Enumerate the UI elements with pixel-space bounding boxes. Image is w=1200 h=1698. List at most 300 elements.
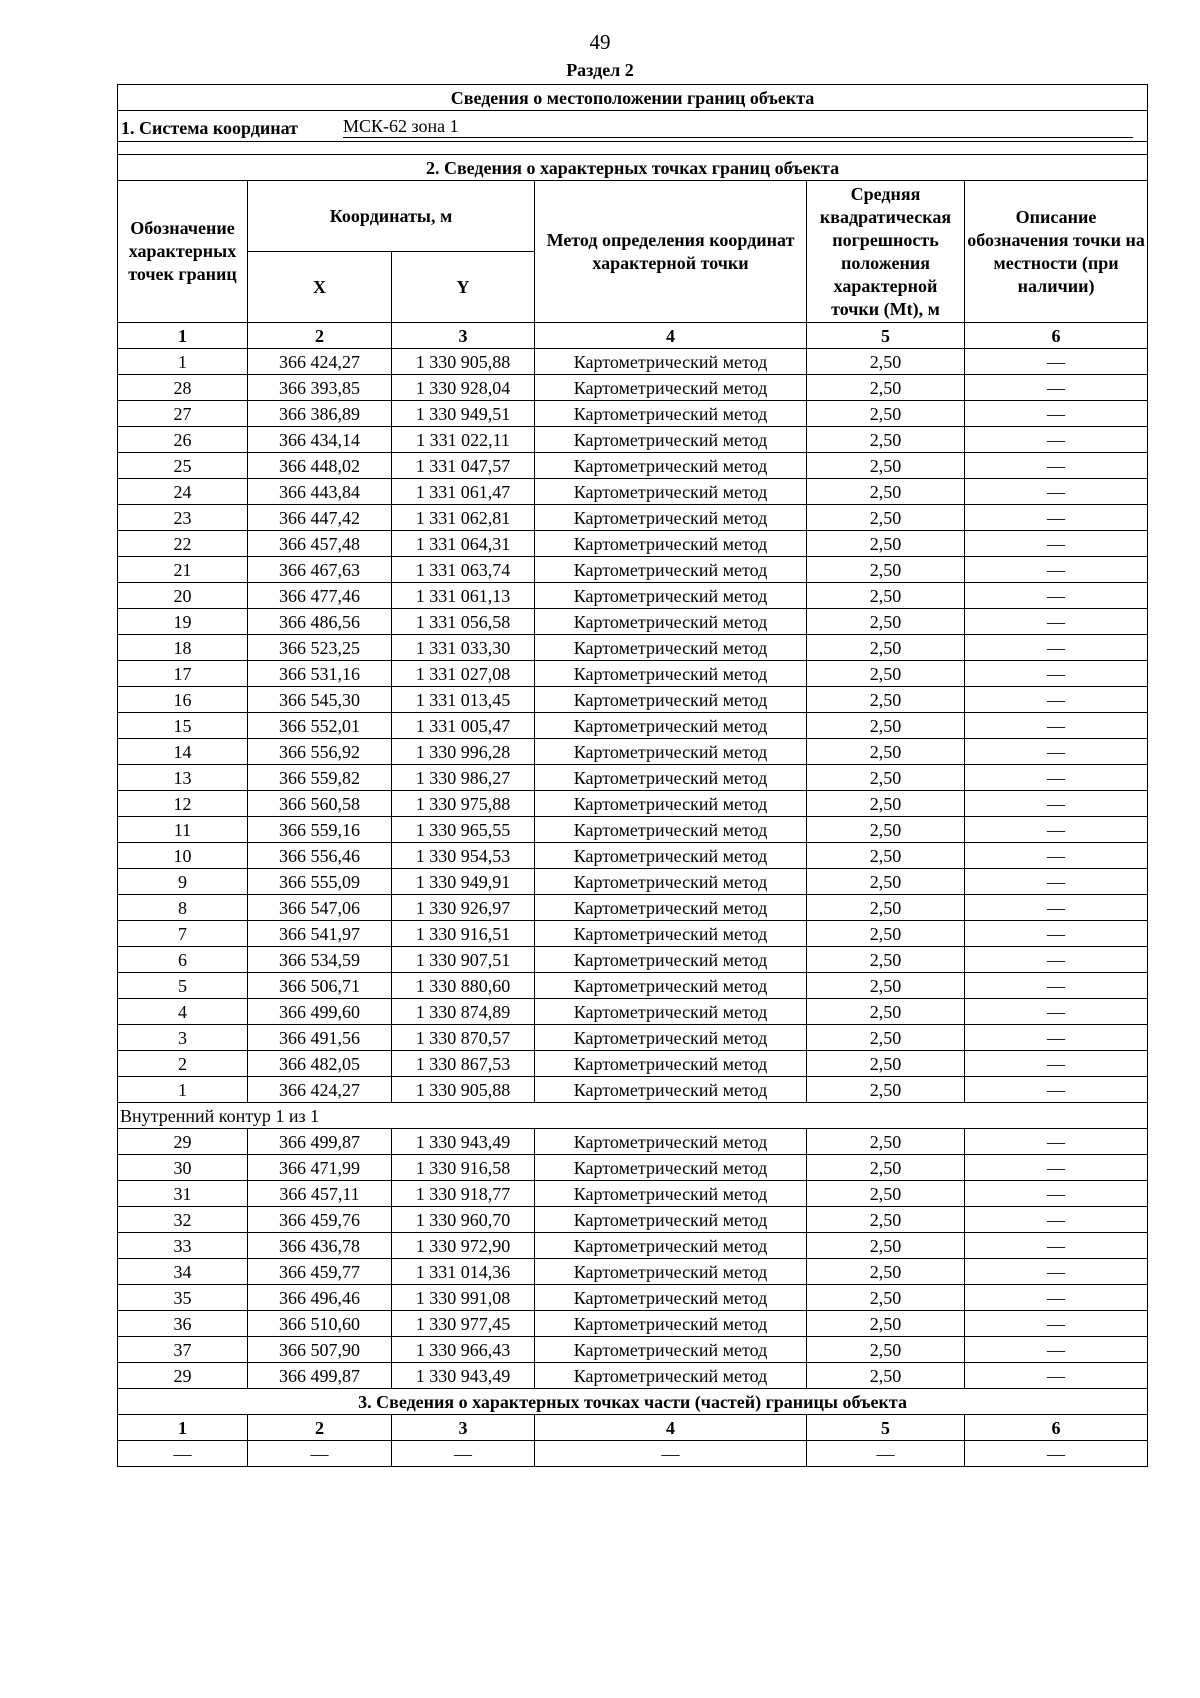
description-cell: — xyxy=(965,453,1148,479)
point-id-cell: 37 xyxy=(118,1337,248,1363)
x-coordinate-cell: 366 545,30 xyxy=(248,687,392,713)
description-cell: — xyxy=(965,817,1148,843)
x-coordinate-cell: 366 477,46 xyxy=(248,583,392,609)
method-cell: Картометрический метод xyxy=(535,1363,807,1389)
point-id-cell: 12 xyxy=(118,791,248,817)
description-cell: — xyxy=(965,1025,1148,1051)
description-cell: — xyxy=(965,1337,1148,1363)
table-row xyxy=(118,1363,1148,1389)
y-coordinate-cell: 1 330 916,58 xyxy=(392,1155,535,1181)
point-id-cell: 31 xyxy=(118,1181,248,1207)
description-cell: — xyxy=(965,1285,1148,1311)
x-coordinate-cell: 366 447,42 xyxy=(248,505,392,531)
x-coordinate-cell: 366 448,02 xyxy=(248,453,392,479)
mean-error-cell: 2,50 xyxy=(807,1337,965,1363)
x-coordinate-cell: 366 424,27 xyxy=(248,349,392,375)
y-coordinate-cell: 1 331 013,45 xyxy=(392,687,535,713)
coord-system-value: МСК-62 зона 1 xyxy=(343,115,1133,138)
header-description: Описание обозначения точки на местности (при наличии) xyxy=(965,181,1148,323)
description-cell: — xyxy=(965,687,1148,713)
mean-error-cell: 2,50 xyxy=(807,505,965,531)
description-cell: — xyxy=(965,635,1148,661)
mean-error-cell: 2,50 xyxy=(807,687,965,713)
description-cell: — xyxy=(965,1259,1148,1285)
method-cell: Картометрический метод xyxy=(535,1051,807,1077)
y-coordinate-cell: 1 330 926,97 xyxy=(392,895,535,921)
point-id-cell: 16 xyxy=(118,687,248,713)
table-row xyxy=(118,1025,1148,1051)
point-id-cell: 3 xyxy=(118,1025,248,1051)
description-cell: — xyxy=(965,765,1148,791)
method-cell: Картометрический метод xyxy=(535,921,807,947)
table-cell: — xyxy=(392,1441,535,1467)
y-coordinate-cell: 1 331 056,58 xyxy=(392,609,535,635)
description-cell: — xyxy=(965,895,1148,921)
description-cell: — xyxy=(965,349,1148,375)
description-cell: — xyxy=(965,1051,1148,1077)
y-coordinate-cell: 1 330 975,88 xyxy=(392,791,535,817)
method-cell: Картометрический метод xyxy=(535,1259,807,1285)
method-cell: Картометрический метод xyxy=(535,687,807,713)
mean-error-cell: 2,50 xyxy=(807,1259,965,1285)
table-row xyxy=(118,427,1148,453)
mean-error-cell: 2,50 xyxy=(807,557,965,583)
y-coordinate-cell: 1 330 907,51 xyxy=(392,947,535,973)
method-cell: Картометрический метод xyxy=(535,1285,807,1311)
table-row xyxy=(118,1337,1148,1363)
description-cell: — xyxy=(965,1155,1148,1181)
column-number: 1 xyxy=(118,323,248,349)
table-row xyxy=(118,1129,1148,1155)
method-cell: Картометрический метод xyxy=(535,1337,807,1363)
method-cell: Картометрический метод xyxy=(535,531,807,557)
point-id-cell: 22 xyxy=(118,531,248,557)
header-coordinates: Координаты, м xyxy=(248,181,535,252)
method-cell: Картометрический метод xyxy=(535,791,807,817)
description-cell: — xyxy=(965,1077,1148,1103)
y-coordinate-cell: 1 331 063,74 xyxy=(392,557,535,583)
point-id-cell: 27 xyxy=(118,401,248,427)
column-number: 2 xyxy=(248,323,392,349)
method-cell: Картометрический метод xyxy=(535,427,807,453)
y-coordinate-cell: 1 330 965,55 xyxy=(392,817,535,843)
y-coordinate-cell: 1 330 905,88 xyxy=(392,349,535,375)
x-coordinate-cell: 366 499,60 xyxy=(248,999,392,1025)
method-cell: Картометрический метод xyxy=(535,1311,807,1337)
mean-error-cell: 2,50 xyxy=(807,739,965,765)
column-numbers-row xyxy=(118,323,1148,349)
method-cell: Картометрический метод xyxy=(535,1129,807,1155)
table-row xyxy=(118,1155,1148,1181)
mean-error-cell: 2,50 xyxy=(807,999,965,1025)
mean-error-cell: 2,50 xyxy=(807,869,965,895)
table-row xyxy=(118,609,1148,635)
mean-error-cell: 2,50 xyxy=(807,453,965,479)
method-cell: Картометрический метод xyxy=(535,713,807,739)
method-cell: Картометрический метод xyxy=(535,401,807,427)
table-row xyxy=(118,817,1148,843)
point-id-cell: 9 xyxy=(118,869,248,895)
method-cell: Картометрический метод xyxy=(535,1025,807,1051)
y-coordinate-cell: 1 330 949,51 xyxy=(392,401,535,427)
table-row xyxy=(118,1181,1148,1207)
point-id-cell: 32 xyxy=(118,1207,248,1233)
x-coordinate-cell: 366 434,14 xyxy=(248,427,392,453)
coord-system-label: 1. Система координат xyxy=(121,117,298,138)
table-row xyxy=(118,791,1148,817)
x-coordinate-cell: 366 556,92 xyxy=(248,739,392,765)
table-row xyxy=(118,531,1148,557)
column-number: 4 xyxy=(535,1415,807,1441)
method-cell: Картометрический метод xyxy=(535,1181,807,1207)
point-id-cell: 23 xyxy=(118,505,248,531)
y-coordinate-cell: 1 331 033,30 xyxy=(392,635,535,661)
table-row xyxy=(118,557,1148,583)
point-id-cell: 7 xyxy=(118,921,248,947)
point-id-cell: 14 xyxy=(118,739,248,765)
mean-error-cell: 2,50 xyxy=(807,1155,965,1181)
x-coordinate-cell: 366 506,71 xyxy=(248,973,392,999)
table-row xyxy=(118,999,1148,1025)
table-row xyxy=(118,583,1148,609)
table-row xyxy=(118,1051,1148,1077)
y-coordinate-cell: 1 330 954,53 xyxy=(392,843,535,869)
table-row xyxy=(118,739,1148,765)
description-cell: — xyxy=(965,427,1148,453)
y-coordinate-cell: 1 330 880,60 xyxy=(392,973,535,999)
x-coordinate-cell: 366 386,89 xyxy=(248,401,392,427)
x-coordinate-cell: 366 559,82 xyxy=(248,765,392,791)
x-coordinate-cell: 366 523,25 xyxy=(248,635,392,661)
method-cell: Картометрический метод xyxy=(535,479,807,505)
description-cell: — xyxy=(965,973,1148,999)
description-cell: — xyxy=(965,921,1148,947)
point-id-cell: 1 xyxy=(118,1077,248,1103)
description-cell: — xyxy=(965,479,1148,505)
column-number: 6 xyxy=(965,323,1148,349)
table-row xyxy=(118,453,1148,479)
method-cell: Картометрический метод xyxy=(535,375,807,401)
method-cell: Картометрический метод xyxy=(535,557,807,583)
column-number: 3 xyxy=(392,323,535,349)
table-cell: — xyxy=(535,1441,807,1467)
method-cell: Картометрический метод xyxy=(535,583,807,609)
x-coordinate-cell: 366 486,56 xyxy=(248,609,392,635)
x-coordinate-cell: 366 467,63 xyxy=(248,557,392,583)
x-coordinate-cell: 366 436,78 xyxy=(248,1233,392,1259)
table-cell: — xyxy=(965,1441,1148,1467)
point-id-cell: 25 xyxy=(118,453,248,479)
x-coordinate-cell: 366 424,27 xyxy=(248,1077,392,1103)
mean-error-cell: 2,50 xyxy=(807,479,965,505)
mean-error-cell: 2,50 xyxy=(807,583,965,609)
mean-error-cell: 2,50 xyxy=(807,1207,965,1233)
y-coordinate-cell: 1 330 986,27 xyxy=(392,765,535,791)
inner-contour-label: Внутренний контур 1 из 1 xyxy=(118,1103,1148,1129)
x-coordinate-cell: 366 459,77 xyxy=(248,1259,392,1285)
y-coordinate-cell: 1 330 949,91 xyxy=(392,869,535,895)
header-method: Метод определения координат характерной точки xyxy=(535,181,807,323)
table-row xyxy=(118,947,1148,973)
mean-error-cell: 2,50 xyxy=(807,1129,965,1155)
mean-error-cell: 2,50 xyxy=(807,635,965,661)
header-mean-error: Средняя квадратическая погрешность положения характерной точки (Mt), м xyxy=(807,181,965,323)
table-row xyxy=(118,765,1148,791)
table-cell: — xyxy=(248,1441,392,1467)
description-cell: — xyxy=(965,505,1148,531)
description-cell: — xyxy=(965,1207,1148,1233)
y-coordinate-cell: 1 331 061,13 xyxy=(392,583,535,609)
table-row xyxy=(118,349,1148,375)
column-number: 4 xyxy=(535,323,807,349)
point-id-cell: 2 xyxy=(118,1051,248,1077)
x-coordinate-cell: 366 457,48 xyxy=(248,531,392,557)
method-cell: Картометрический метод xyxy=(535,635,807,661)
point-id-cell: 8 xyxy=(118,895,248,921)
point-id-cell: 13 xyxy=(118,765,248,791)
description-cell: — xyxy=(965,1233,1148,1259)
description-cell: — xyxy=(965,583,1148,609)
column-number: 1 xyxy=(118,1415,248,1441)
mean-error-cell: 2,50 xyxy=(807,531,965,557)
mean-error-cell: 2,50 xyxy=(807,349,965,375)
y-coordinate-cell: 1 331 061,47 xyxy=(392,479,535,505)
description-cell: — xyxy=(965,713,1148,739)
table-row xyxy=(118,843,1148,869)
mean-error-cell: 2,50 xyxy=(807,1233,965,1259)
table-row xyxy=(118,1259,1148,1285)
description-cell: — xyxy=(965,1181,1148,1207)
point-id-cell: 17 xyxy=(118,661,248,687)
description-cell: — xyxy=(965,843,1148,869)
column-number: 6 xyxy=(965,1415,1148,1441)
description-cell: — xyxy=(965,791,1148,817)
x-coordinate-cell: 366 534,59 xyxy=(248,947,392,973)
boundary-points-table xyxy=(117,84,1148,1467)
table-row xyxy=(118,869,1148,895)
point-id-cell: 11 xyxy=(118,817,248,843)
table-cell: — xyxy=(118,1441,248,1467)
column-number: 3 xyxy=(392,1415,535,1441)
method-cell: Картометрический метод xyxy=(535,739,807,765)
x-coordinate-cell: 366 471,99 xyxy=(248,1155,392,1181)
table-title: Сведения о местоположении границ объекта xyxy=(118,85,1148,111)
table-row xyxy=(118,1207,1148,1233)
method-cell: Картометрический метод xyxy=(535,505,807,531)
column-number: 2 xyxy=(248,1415,392,1441)
header-x: X xyxy=(248,252,392,323)
table-row xyxy=(118,505,1148,531)
x-coordinate-cell: 366 459,76 xyxy=(248,1207,392,1233)
header-point-designation: Обозначение характерных точек границ xyxy=(118,181,248,323)
mean-error-cell: 2,50 xyxy=(807,921,965,947)
point-id-cell: 4 xyxy=(118,999,248,1025)
table-row xyxy=(118,375,1148,401)
description-cell: — xyxy=(965,1311,1148,1337)
y-coordinate-cell: 1 331 022,11 xyxy=(392,427,535,453)
description-cell: — xyxy=(965,1363,1148,1389)
method-cell: Картометрический метод xyxy=(535,661,807,687)
x-coordinate-cell: 366 457,11 xyxy=(248,1181,392,1207)
x-coordinate-cell: 366 541,97 xyxy=(248,921,392,947)
description-cell: — xyxy=(965,869,1148,895)
spacer-row xyxy=(118,142,1148,155)
method-cell: Картометрический метод xyxy=(535,843,807,869)
method-cell: Картометрический метод xyxy=(535,453,807,479)
table-row xyxy=(118,1077,1148,1103)
method-cell: Картометрический метод xyxy=(535,973,807,999)
x-coordinate-cell: 366 496,46 xyxy=(248,1285,392,1311)
mean-error-cell: 2,50 xyxy=(807,1285,965,1311)
description-cell: — xyxy=(965,375,1148,401)
subsection3-title: 3. Сведения о характерных точках части (частей) границы объекта xyxy=(118,1389,1148,1415)
mean-error-cell: 2,50 xyxy=(807,973,965,999)
mean-error-cell: 2,50 xyxy=(807,427,965,453)
x-coordinate-cell: 366 443,84 xyxy=(248,479,392,505)
sub3-empty-row xyxy=(118,1441,1148,1467)
table-row xyxy=(118,1311,1148,1337)
point-id-cell: 29 xyxy=(118,1129,248,1155)
y-coordinate-cell: 1 330 918,77 xyxy=(392,1181,535,1207)
method-cell: Картометрический метод xyxy=(535,1233,807,1259)
method-cell: Картометрический метод xyxy=(535,999,807,1025)
method-cell: Картометрический метод xyxy=(535,1155,807,1181)
y-coordinate-cell: 1 330 972,90 xyxy=(392,1233,535,1259)
description-cell: — xyxy=(965,609,1148,635)
method-cell: Картометрический метод xyxy=(535,349,807,375)
x-coordinate-cell: 366 491,56 xyxy=(248,1025,392,1051)
description-cell: — xyxy=(965,661,1148,687)
column-number: 5 xyxy=(807,1415,965,1441)
x-coordinate-cell: 366 555,09 xyxy=(248,869,392,895)
mean-error-cell: 2,50 xyxy=(807,1025,965,1051)
mean-error-cell: 2,50 xyxy=(807,765,965,791)
point-id-cell: 1 xyxy=(118,349,248,375)
y-coordinate-cell: 1 330 977,45 xyxy=(392,1311,535,1337)
method-cell: Картометрический метод xyxy=(535,947,807,973)
y-coordinate-cell: 1 331 062,81 xyxy=(392,505,535,531)
y-coordinate-cell: 1 331 005,47 xyxy=(392,713,535,739)
description-cell: — xyxy=(965,739,1148,765)
mean-error-cell: 2,50 xyxy=(807,791,965,817)
description-cell: — xyxy=(965,401,1148,427)
point-id-cell: 33 xyxy=(118,1233,248,1259)
x-coordinate-cell: 366 560,58 xyxy=(248,791,392,817)
y-coordinate-cell: 1 330 874,89 xyxy=(392,999,535,1025)
sub3-column-numbers-row xyxy=(118,1415,1148,1441)
table-row xyxy=(118,713,1148,739)
mean-error-cell: 2,50 xyxy=(807,1311,965,1337)
mean-error-cell: 2,50 xyxy=(807,843,965,869)
x-coordinate-cell: 366 507,90 xyxy=(248,1337,392,1363)
y-coordinate-cell: 1 330 966,43 xyxy=(392,1337,535,1363)
x-coordinate-cell: 366 499,87 xyxy=(248,1129,392,1155)
y-coordinate-cell: 1 331 047,57 xyxy=(392,453,535,479)
description-cell: — xyxy=(965,557,1148,583)
y-coordinate-cell: 1 330 943,49 xyxy=(392,1363,535,1389)
mean-error-cell: 2,50 xyxy=(807,1181,965,1207)
table-cell: — xyxy=(807,1441,965,1467)
x-coordinate-cell: 366 547,06 xyxy=(248,895,392,921)
description-cell: — xyxy=(965,999,1148,1025)
column-number: 5 xyxy=(807,323,965,349)
point-id-cell: 15 xyxy=(118,713,248,739)
description-cell: — xyxy=(965,947,1148,973)
y-coordinate-cell: 1 330 870,57 xyxy=(392,1025,535,1051)
point-id-cell: 26 xyxy=(118,427,248,453)
y-coordinate-cell: 1 330 943,49 xyxy=(392,1129,535,1155)
table-row xyxy=(118,921,1148,947)
point-id-cell: 30 xyxy=(118,1155,248,1181)
x-coordinate-cell: 366 531,16 xyxy=(248,661,392,687)
table-row xyxy=(118,479,1148,505)
mean-error-cell: 2,50 xyxy=(807,1363,965,1389)
y-coordinate-cell: 1 331 064,31 xyxy=(392,531,535,557)
mean-error-cell: 2,50 xyxy=(807,947,965,973)
method-cell: Картометрический метод xyxy=(535,817,807,843)
x-coordinate-cell: 366 482,05 xyxy=(248,1051,392,1077)
table-row xyxy=(118,973,1148,999)
mean-error-cell: 2,50 xyxy=(807,817,965,843)
point-id-cell: 24 xyxy=(118,479,248,505)
subsection2-title: 2. Сведения о характерных точках границ объекта xyxy=(118,155,1148,181)
mean-error-cell: 2,50 xyxy=(807,375,965,401)
mean-error-cell: 2,50 xyxy=(807,1077,965,1103)
table-row xyxy=(118,895,1148,921)
x-coordinate-cell: 366 556,46 xyxy=(248,843,392,869)
method-cell: Картометрический метод xyxy=(535,765,807,791)
y-coordinate-cell: 1 330 960,70 xyxy=(392,1207,535,1233)
point-id-cell: 21 xyxy=(118,557,248,583)
y-coordinate-cell: 1 330 996,28 xyxy=(392,739,535,765)
x-coordinate-cell: 366 393,85 xyxy=(248,375,392,401)
point-id-cell: 34 xyxy=(118,1259,248,1285)
method-cell: Картометрический метод xyxy=(535,1207,807,1233)
y-coordinate-cell: 1 330 928,04 xyxy=(392,375,535,401)
method-cell: Картометрический метод xyxy=(535,895,807,921)
y-coordinate-cell: 1 330 916,51 xyxy=(392,921,535,947)
header-y: Y xyxy=(392,252,535,323)
table-row xyxy=(118,1233,1148,1259)
table-row xyxy=(118,401,1148,427)
mean-error-cell: 2,50 xyxy=(807,895,965,921)
table-row xyxy=(118,635,1148,661)
description-cell: — xyxy=(965,531,1148,557)
method-cell: Картометрический метод xyxy=(535,609,807,635)
table-row xyxy=(118,661,1148,687)
method-cell: Картометрический метод xyxy=(535,869,807,895)
point-id-cell: 36 xyxy=(118,1311,248,1337)
mean-error-cell: 2,50 xyxy=(807,713,965,739)
x-coordinate-cell: 366 552,01 xyxy=(248,713,392,739)
description-cell: — xyxy=(965,1129,1148,1155)
mean-error-cell: 2,50 xyxy=(807,401,965,427)
x-coordinate-cell: 366 510,60 xyxy=(248,1311,392,1337)
point-id-cell: 35 xyxy=(118,1285,248,1311)
section-title: Раздел 2 xyxy=(566,60,634,80)
mean-error-cell: 2,50 xyxy=(807,609,965,635)
point-id-cell: 6 xyxy=(118,947,248,973)
y-coordinate-cell: 1 331 027,08 xyxy=(392,661,535,687)
point-id-cell: 29 xyxy=(118,1363,248,1389)
y-coordinate-cell: 1 330 991,08 xyxy=(392,1285,535,1311)
x-coordinate-cell: 366 559,16 xyxy=(248,817,392,843)
point-id-cell: 19 xyxy=(118,609,248,635)
table-row xyxy=(118,1285,1148,1311)
point-id-cell: 28 xyxy=(118,375,248,401)
table-row xyxy=(118,687,1148,713)
point-id-cell: 5 xyxy=(118,973,248,999)
